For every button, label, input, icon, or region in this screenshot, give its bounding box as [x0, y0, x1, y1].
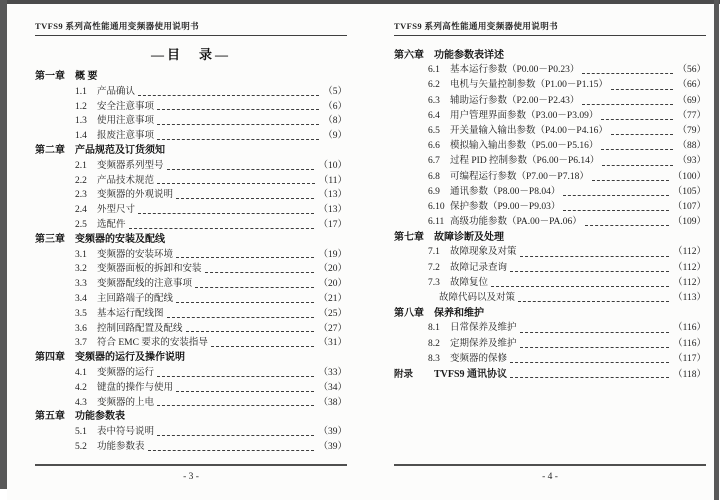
toc-item-row	[394, 139, 706, 154]
chapter-label: 第五章	[35, 411, 65, 423]
entry-page-number: （11）	[318, 175, 347, 186]
entry-page-number: （77）	[677, 110, 706, 121]
toc-item-row	[394, 200, 706, 215]
entry-page-number: （5）	[323, 86, 347, 97]
entry-title: 变频器的安装环境	[97, 249, 174, 260]
entry-page-number: （34）	[318, 382, 347, 393]
chapter-label: 第三章	[35, 233, 65, 245]
toc-item-row	[394, 261, 706, 276]
scan-border-left	[0, 0, 7, 489]
toc-item-row	[394, 170, 706, 185]
entry-title: 符合 EMC 要求的安装指导	[97, 338, 208, 349]
entry-page-number: （105）	[672, 186, 706, 197]
toc-item-row	[35, 307, 347, 322]
dash-leader	[195, 286, 314, 288]
entry-page-number: （13）	[318, 190, 347, 201]
running-header: TVFS9 系列高性能通用变频器使用说明书	[35, 21, 347, 36]
dash-leader	[520, 255, 670, 257]
dash-leader	[157, 108, 319, 110]
entry-page-number: （8）	[323, 116, 347, 127]
toc-item-row	[35, 277, 347, 292]
chapter-label: 第八章	[394, 308, 424, 320]
toc-item-row	[394, 352, 706, 367]
entry-title: 故障代码以及对策	[439, 293, 516, 303]
entry-number: 3.6	[75, 323, 87, 334]
entry-title: 变频器的上电	[97, 397, 155, 408]
entry-title: 保护参数（P9.00－P9.03）	[450, 201, 561, 212]
entry-title: 电机与矢量控制参数（P1.00－P1.15）	[450, 80, 608, 91]
dash-leader	[157, 138, 319, 140]
toc-item-row	[394, 291, 706, 306]
toc-chapter-row	[35, 410, 347, 425]
toc-item-row	[35, 203, 347, 218]
entry-number: 3.7	[75, 338, 87, 349]
toc-item-row	[394, 245, 706, 260]
entry-title: 变频器的保修	[450, 353, 508, 364]
entry-title: 故障复位	[450, 277, 489, 288]
dash-leader	[205, 271, 315, 273]
entry-title: 控制回路配置及配线	[97, 323, 183, 334]
toc-entries-right	[394, 48, 706, 382]
entry-title: 变频器的运行及操作说明	[75, 352, 185, 364]
running-header: TVFS9 系列高性能通用变频器使用说明书	[394, 21, 706, 36]
chapter-label: 第二章	[35, 144, 65, 156]
entry-number: 1.1	[75, 86, 87, 97]
entry-number: 6.8	[428, 171, 440, 182]
toc-entries-left	[35, 70, 347, 455]
entry-title: TVFS9 通讯协议	[434, 368, 508, 380]
entry-page-number: （79）	[677, 125, 706, 136]
toc-item-row	[394, 78, 706, 93]
toc-item-row	[394, 124, 706, 139]
toc-item-row	[394, 367, 706, 382]
entry-title: 可编程运行参数（P7.00－P7.18）	[450, 171, 589, 182]
dash-leader	[582, 103, 673, 105]
entry-page-number: （6）	[323, 101, 347, 112]
entry-page-number: （21）	[318, 293, 347, 304]
entry-page-number: （17）	[318, 219, 347, 230]
entry-title: 模拟输入输出参数（P5.00－P5.16）	[450, 141, 599, 152]
entry-page-number: （66）	[677, 80, 706, 91]
toc-item-row	[35, 100, 347, 115]
entry-title: 用户管理界面参数（P3.00－P3.09）	[450, 110, 599, 121]
toc-item-row	[35, 292, 347, 307]
entry-page-number: （56）	[677, 65, 706, 76]
toc-item-row	[35, 336, 347, 351]
entry-title: 故障现象及对策	[450, 247, 517, 258]
entry-title: 主回路端子的配线	[97, 293, 174, 304]
dash-leader	[601, 118, 673, 120]
toc-item-row	[35, 174, 347, 189]
entry-title: 选配件	[97, 219, 126, 230]
dash-leader	[518, 300, 669, 302]
toc-item-row	[394, 63, 706, 78]
toc-chapter-row	[394, 306, 706, 321]
entry-page-number: （113）	[673, 293, 706, 303]
chapter-label: 第一章	[35, 71, 65, 82]
dash-leader	[176, 390, 314, 392]
toc-chapter-row	[394, 48, 706, 63]
dash-leader	[601, 148, 673, 150]
dash-leader	[176, 256, 314, 258]
entry-number: 6.1	[428, 65, 440, 76]
entry-title: 变频器面板的拆卸和安装	[97, 264, 202, 275]
entry-title: 产品确认	[97, 86, 136, 97]
dash-leader	[157, 404, 314, 406]
toc-item-row	[394, 215, 706, 230]
entry-number: 4.1	[75, 367, 87, 378]
entry-number: 2.4	[75, 205, 87, 216]
entry-page-number: （19）	[318, 249, 347, 260]
dash-leader	[138, 94, 319, 96]
dash-leader	[157, 123, 319, 125]
entry-title: 功能参数表	[75, 411, 125, 423]
entry-number: 3.2	[75, 264, 87, 275]
entry-page-number: （100）	[672, 171, 706, 182]
dash-leader	[563, 209, 668, 211]
page-left	[7, 4, 359, 500]
dash-leader	[186, 330, 315, 332]
dash-leader	[611, 133, 674, 135]
entry-title: 故障记录查询	[450, 262, 508, 273]
dash-leader	[563, 194, 668, 196]
entry-page-number: （20）	[318, 264, 347, 275]
entry-page-number: （112）	[673, 277, 706, 288]
toc-chapter-row	[394, 230, 706, 245]
dash-leader	[520, 346, 670, 348]
entry-page-number: （27）	[318, 323, 347, 334]
page-number-footer: - 4 -	[394, 464, 706, 482]
dash-leader	[167, 168, 315, 170]
entry-title: 日常保养及维护	[450, 323, 517, 334]
dash-leader	[491, 285, 669, 287]
dash-leader	[157, 434, 314, 436]
entry-number: 6.6	[428, 141, 440, 152]
entry-number: 6.4	[428, 110, 440, 121]
entry-page-number: （112）	[673, 262, 706, 273]
toc-item-row	[394, 109, 706, 124]
entry-page-number: （13）	[318, 205, 347, 216]
toc-item-row	[35, 262, 347, 277]
toc-chapter-row	[35, 144, 347, 159]
toc-item-row	[35, 129, 347, 144]
entry-number: 4.3	[75, 397, 87, 408]
book-spread	[7, 4, 714, 500]
entry-number: 3.3	[75, 279, 87, 290]
toc-item-row	[35, 85, 347, 100]
toc-chapter-row	[35, 351, 347, 366]
entry-page-number: （9）	[323, 131, 347, 142]
entry-title: 产品规范及订货须知	[75, 144, 165, 156]
entry-title: 产品技术规范	[97, 175, 155, 186]
toc-item-row	[35, 188, 347, 203]
toc-item-row	[35, 366, 347, 381]
dash-leader	[157, 182, 315, 184]
entry-title: 保养和维护	[434, 308, 484, 320]
entry-title: 基本运行参数（P0.00－P0.23）	[450, 65, 580, 76]
dash-leader	[157, 375, 314, 377]
entry-title: 变频器系列型号	[97, 160, 164, 171]
dash-leader	[611, 88, 674, 90]
entry-page-number: （112）	[673, 247, 706, 258]
entry-number: 5.2	[75, 441, 87, 452]
dash-leader	[582, 72, 673, 74]
entry-title: 高级功能参数（PA.00－PA.06）	[450, 217, 582, 228]
dash-leader	[592, 179, 669, 181]
entry-page-number: （39）	[318, 427, 347, 438]
entry-number: 7.2	[428, 262, 440, 273]
toc-item-row	[394, 337, 706, 352]
dash-leader	[510, 270, 669, 272]
entry-title: 通讯参数（P8.00－P8.04）	[450, 186, 561, 197]
page-right	[359, 4, 714, 500]
toc-item-row	[394, 185, 706, 200]
entry-page-number: （109）	[672, 217, 706, 228]
entry-title: 报废注意事项	[97, 131, 155, 142]
entry-title: 功能参数表详述	[434, 50, 504, 61]
entry-number: 7.3	[428, 277, 440, 288]
entry-page-number: （25）	[318, 308, 347, 319]
chapter-label: 第四章	[35, 352, 65, 364]
entry-number: 2.1	[75, 160, 87, 171]
dash-leader	[585, 224, 669, 226]
entry-title: 外型尺寸	[97, 205, 136, 216]
entry-page-number: （33）	[318, 367, 347, 378]
entry-page-number: （39）	[318, 441, 347, 452]
entry-number: 5.1	[75, 427, 87, 438]
dash-leader	[148, 449, 315, 451]
dash-leader	[602, 164, 673, 166]
dash-leader	[129, 227, 315, 229]
toc-item-row	[35, 218, 347, 233]
entry-number: 2.2	[75, 175, 87, 186]
entry-title: 使用注意事项	[97, 116, 155, 127]
entry-title: 定期保养及维护	[450, 338, 517, 349]
toc-chapter-row	[35, 233, 347, 248]
toc-chapter-row	[35, 70, 347, 85]
entry-page-number: （31）	[318, 338, 347, 349]
entry-number: 2.3	[75, 190, 87, 201]
toc-item-row	[394, 154, 706, 169]
entry-number: 3.1	[75, 249, 87, 260]
toc-item-row	[35, 114, 347, 129]
toc-item-row	[35, 248, 347, 263]
dash-leader	[510, 376, 669, 378]
entry-number: 6.3	[428, 95, 440, 106]
toc-item-row	[35, 159, 347, 174]
entry-title: 故障诊断及处理	[434, 232, 504, 244]
toc-item-row	[35, 381, 347, 396]
entry-number: 1.4	[75, 131, 87, 142]
dash-leader	[510, 361, 669, 363]
entry-title: 辅助运行参数（P2.00－P2.43）	[450, 95, 580, 106]
dash-leader	[176, 301, 314, 303]
entry-page-number: （69）	[677, 95, 706, 106]
entry-page-number: （93）	[677, 156, 706, 167]
entry-number: 1.3	[75, 116, 87, 127]
toc-item-row	[394, 276, 706, 291]
entry-title: 基本运行配线图	[97, 308, 164, 319]
entry-title: 表中符号说明	[97, 427, 155, 438]
chapter-label: 第七章	[394, 232, 424, 244]
toc-title: —目 录—	[150, 47, 231, 62]
toc-item-row	[35, 396, 347, 411]
dash-leader	[176, 197, 314, 199]
entry-page-number: （117）	[673, 353, 706, 364]
entry-number: 8.3	[428, 353, 440, 364]
entry-page-number: （116）	[673, 338, 706, 349]
dash-leader	[138, 212, 314, 214]
entry-page-number: （107）	[672, 201, 706, 212]
dash-leader	[520, 331, 670, 333]
entry-page-number: （20）	[318, 279, 347, 290]
entry-number: 4.2	[75, 382, 87, 393]
entry-title: 变频器的运行	[97, 367, 155, 378]
entry-number: 8.1	[428, 323, 440, 334]
entry-title: 键盘的操作与使用	[97, 382, 174, 393]
chapter-label: 第六章	[394, 50, 424, 61]
entry-number: 8.2	[428, 338, 440, 349]
entry-title: 过程 PID 控制参数（P6.00－P6.14）	[450, 156, 600, 167]
entry-page-number: （10）	[318, 160, 347, 171]
entry-number: 7.1	[428, 247, 440, 258]
toc-item-row	[394, 321, 706, 336]
entry-number: 1.2	[75, 101, 87, 112]
entry-number: 6.5	[428, 125, 440, 136]
dash-leader	[211, 345, 315, 347]
entry-title: 变频器的安装及配线	[75, 233, 165, 245]
entry-page-number: （38）	[318, 397, 347, 408]
toc-item-row	[35, 322, 347, 337]
entry-title: 变频器的外观说明	[97, 190, 174, 201]
entry-title: 概 要	[75, 71, 98, 82]
entry-number: 6.7	[428, 156, 440, 167]
toc-item-row	[35, 425, 347, 440]
entry-page-number: （88）	[677, 141, 706, 152]
entry-page-number: （116）	[673, 323, 706, 334]
entry-number: 6.2	[428, 80, 440, 91]
page-number-footer: - 3 -	[35, 464, 347, 482]
entry-number: 6.9	[428, 186, 440, 197]
entry-number: 2.5	[75, 219, 87, 230]
entry-number: 6.11	[428, 217, 445, 228]
dash-leader	[167, 316, 315, 318]
scan-border-right	[714, 0, 719, 500]
entry-number: 6.10	[428, 201, 445, 212]
toc-item-row	[394, 94, 706, 109]
entry-title: 变频器配线的注意事项	[97, 279, 193, 290]
entry-title: 开关量输入输出参数（P4.00－P4.16）	[450, 125, 608, 136]
entry-number: 3.4	[75, 293, 87, 304]
entry-number: 3.5	[75, 308, 87, 319]
toc-item-row	[35, 440, 347, 455]
entry-title: 安全注意事项	[97, 101, 155, 112]
entry-page-number: （118）	[673, 369, 706, 380]
chapter-label: 附录	[394, 369, 414, 380]
entry-title: 功能参数表	[97, 441, 145, 452]
